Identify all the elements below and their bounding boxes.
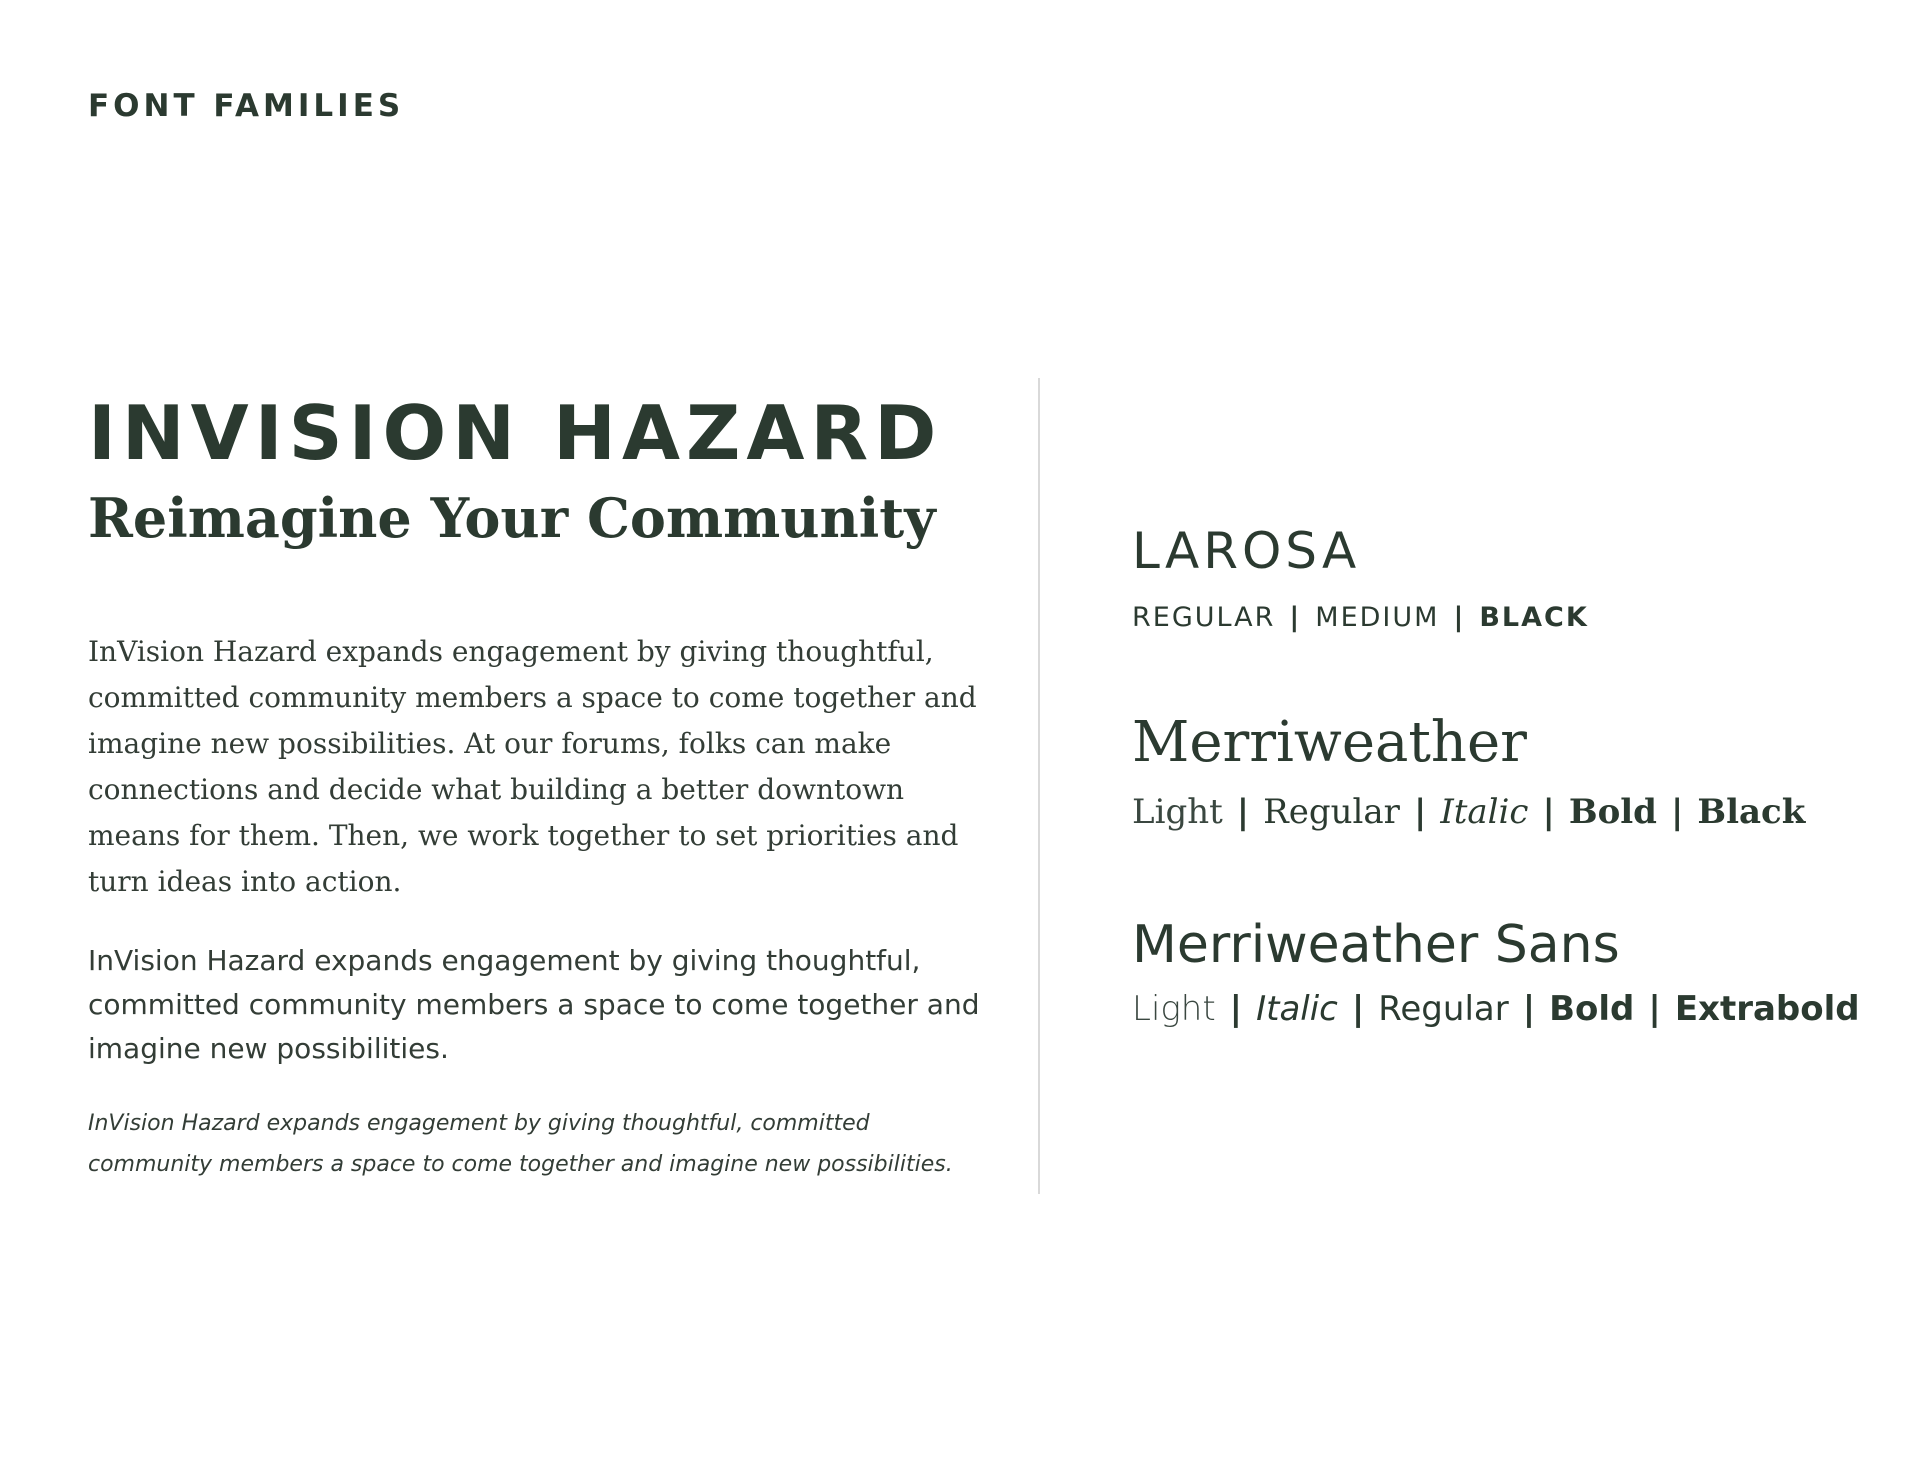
weight-separator: | [1648, 989, 1661, 1029]
weight-separator: | [1542, 792, 1555, 832]
font-name-merriweather: Merriweather [1132, 710, 1527, 775]
weight-light: Light [1132, 792, 1223, 832]
weight-black: BLACK [1479, 602, 1589, 633]
weight-italic: Italic [1440, 792, 1529, 832]
sans-body-sample: InVision Hazard expands engagement by giving thoughtful, committed community members a space to come together and imagine new possibilities. [88, 944, 980, 1065]
weight-separator: | [1413, 792, 1427, 832]
serif-body-sample: InVision Hazard expands engagement by giving thoughtful, committed community members a space to come together and imagine new possibilities. At our forums, folks can make connections and decide what building a better downtown means for them. Then, we work together to set priorities and turn ideas into action. [88, 635, 977, 898]
font-block-merriweather-sans [1132, 912, 1892, 1032]
weight-regular: REGULAR [1132, 602, 1276, 633]
weight-separator: | [1229, 989, 1243, 1029]
brand-subtitle: Reimagine Your Community [88, 486, 936, 550]
weight-medium: MEDIUM [1315, 602, 1440, 633]
weight-regular: Regular [1378, 989, 1509, 1029]
font-name-merriweather-sans: Merriweather Sans [1132, 915, 1620, 975]
weight-separator: | [1289, 602, 1302, 633]
weight-separator: | [1236, 792, 1250, 832]
brand-title: INVISION HAZARD [88, 389, 943, 477]
weight-bold: Bold [1568, 792, 1657, 832]
font-block-merriweather [1132, 708, 1892, 836]
font-block-larosa [1132, 520, 1892, 638]
column-divider [1038, 378, 1040, 1194]
weight-separator: | [1522, 989, 1536, 1029]
weight-extrabold: Extrabold [1674, 989, 1860, 1029]
brand-sample-column [88, 385, 988, 1185]
weight-black: Black [1697, 792, 1806, 832]
font-weights-larosa [1132, 598, 1892, 638]
font-weights-merriweather-sans [1132, 986, 1892, 1032]
italic-body-sample: InVision Hazard expands engagement by giving thoughtful, committed community members a space to come together and imagine new possibilities. [88, 1111, 953, 1177]
font-list-column [1132, 520, 1892, 1032]
weight-light: Light [1132, 989, 1216, 1029]
section-label: FONT FAMILIES [88, 88, 405, 124]
weight-separator: | [1670, 792, 1684, 832]
weight-separator: | [1453, 602, 1466, 633]
weight-regular: Regular [1263, 792, 1400, 832]
font-name-larosa: LAROSA [1132, 522, 1361, 580]
weight-italic: Italic [1256, 989, 1338, 1029]
weight-separator: | [1351, 989, 1365, 1029]
font-weights-merriweather [1132, 788, 1892, 836]
weight-bold: Bold [1549, 989, 1635, 1029]
